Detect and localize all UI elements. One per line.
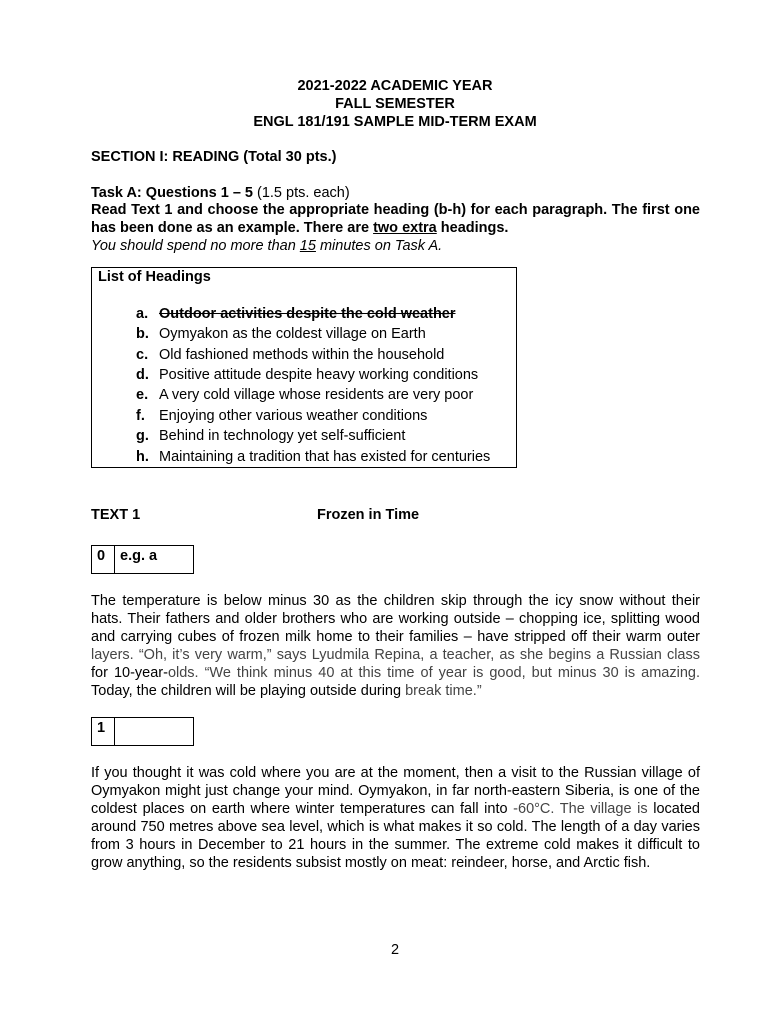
task-time-note [91,237,700,255]
task-title [91,184,700,202]
answer-box-1-field[interactable] [115,718,193,745]
heading-item-a [136,304,456,324]
heading-text-struck: Outdoor activities despite the cold weather [159,306,456,322]
example-number: 0 [92,546,115,573]
text-label: TEXT 1 [91,507,141,523]
heading-item-d [136,365,478,385]
time-note-text-1: You should spend no more than [91,238,300,254]
paragraph-0-text-2: layers. “Oh, it’s very warm,” says Lyudmila Repina, a teacher, as she begins a Russian class [91,647,700,663]
time-note-value: 15 [299,238,316,254]
paragraph-1-text-1: If you thought it was cold where you are at the moment, then a visit to the Russian village of Oymyakon might just change your mind. Oymyakon, in far north-eastern Siberia, is one of the coldest places on earth where winter temperatures can fall into [91,765,700,817]
paragraph-1-text-3: located around 750 metres above sea level, which is what makes it so cold. The length of a day varies from 3 hours in December to 21 hours in the summer. The extreme cold makes it difficult to grow anything, so the residents subsist mostly on meat: reindeer, horse, and Arctic fish. [91,801,700,871]
heading-item-g [136,426,405,446]
heading-text: A very cold village whose residents are very poor [159,387,474,403]
heading-letter: h. [136,449,149,465]
text-title: Frozen in Time [317,507,420,523]
heading-text: Old fashioned methods within the household [159,347,445,363]
time-note-text-2: minutes on Task A. [315,238,443,254]
task-instruction [91,201,700,237]
paragraph-0-text-3: for 10-year- [91,665,168,681]
heading-letter: f. [136,408,145,424]
paragraph-1-text-2: -60°C. The village is [513,801,648,817]
example-answer-box [91,545,194,574]
heading-letter: b. [136,326,149,342]
answer-box-1[interactable] [91,717,194,746]
heading-text: Behind in technology yet self-sufficient [159,428,406,444]
paragraph-0-text-6: break time.” [405,683,482,699]
headings-list-title: List of Headings [98,269,211,285]
heading-item-h [136,447,490,467]
heading-item-b [136,324,426,344]
heading-item-f [136,406,427,426]
heading-text: Oymyakon as the coldest village on Earth [159,326,426,342]
heading-letter: g. [136,428,149,444]
instruction-text-1: Read Text 1 and choose the appropriate heading (b-h) for each paragraph. The first one has been done as an example. There are [91,202,700,236]
paragraph-1 [91,764,700,872]
paragraph-0-text-5: Today, the children will be playing outside during [91,683,406,699]
paragraph-0-text-1: The temperature is below minus 30 as the children skip through the icy snow without their hats. Their fathers and older brothers who are working outside – chopping ice, splitting wood and carrying cubes of frozen milk home to their families – have stripped off their warm outer [91,593,700,645]
heading-text: Maintaining a tradition that has existed for centuries [159,449,491,465]
instruction-underlined: two extra [373,220,437,236]
task-title-points: (1.5 pts. each) [252,185,350,201]
heading-letter: d. [136,367,149,383]
heading-letter: c. [136,347,149,363]
header-exam-title: ENGL 181/191 SAMPLE MID-TERM EXAM [253,114,537,130]
paragraph-0 [91,592,700,700]
heading-letter: a. [136,306,149,322]
heading-item-c [136,345,444,365]
instruction-text-2: headings. [436,220,509,236]
task-title-bold: Task A: Questions 1 – 5 [91,185,253,201]
header-academic-year: 2021-2022 ACADEMIC YEAR [297,78,493,94]
page-number: 2 [390,942,400,958]
example-answer: e.g. a [120,548,158,564]
heading-item-e [136,385,473,405]
paragraph-0-text-4: olds. “We think minus 40 at this time of year is good, but minus 30 is amazing. [167,665,700,681]
header-semester: FALL SEMESTER [335,96,455,112]
heading-letter: e. [136,387,149,403]
heading-text: Enjoying other various weather conditions [159,408,428,424]
answer-box-1-number: 1 [92,718,115,745]
heading-text: Positive attitude despite heavy working conditions [159,367,479,383]
section-title: SECTION I: READING (Total 30 pts.) [91,149,337,165]
